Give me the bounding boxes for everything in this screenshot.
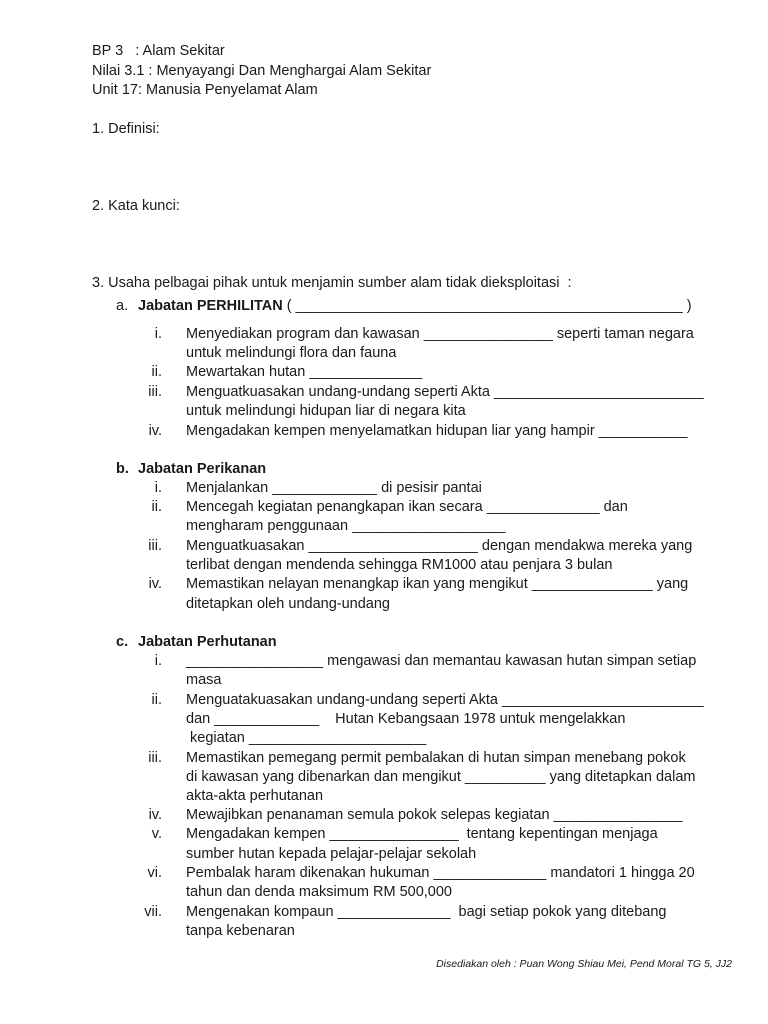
section-b-item-3-line-1: Menguatkuasakan _____________________ dengan mendakwa mereka yang: [186, 538, 693, 554]
header-nilai: Nilai 3.1 : Menyayangi Dan Menghargai Alam Sekitar: [92, 63, 432, 79]
section-b-item-2-num: ii.: [151, 499, 162, 515]
section-a-item-4-line-1: Mengadakan kempen menyelamatkan hidupan liar yang hampir ___________: [186, 423, 688, 439]
footer-prepared-by: Disediakan oleh : Puan Wong Shiau Mei, Pend Moral TG 5, JJ2: [436, 958, 732, 970]
section-c-title: Jabatan Perhutanan: [138, 634, 277, 650]
header-bp: BP 3 : Alam Sekitar: [92, 43, 225, 59]
section-c-item-4-num: iv.: [148, 807, 162, 823]
section-c-item-1-line-1: _________________ mengawasi dan memantau kawasan hutan simpan setiap: [186, 653, 697, 669]
section-c-item-3-line-2: di kawasan yang dibenarkan dan mengikut __________ yang ditetapkan dalam: [186, 769, 696, 785]
section-a-marker: a.: [116, 298, 129, 314]
section-a-heading: [138, 297, 692, 316]
section-b-item-4-num: iv.: [148, 576, 162, 592]
section-b-item-3-num: iii.: [148, 538, 162, 554]
section-b-item-2-line-1: Mencegah kegiatan penangkapan ikan secara ______________ dan: [186, 499, 628, 515]
section-b-item-2-line-2: mengharam penggunaan ___________________: [186, 518, 506, 534]
section-c-item-5-num: v.: [151, 826, 162, 842]
section-c-item-2-line-1: Menguatakuasakan undang-undang seperti Akta _________________________: [186, 692, 704, 708]
section-c-item-6-line-1: Pembalak haram dikenakan hukuman ______________ mandatori 1 hingga 20: [186, 865, 695, 881]
section-c-item-3-num: iii.: [148, 750, 162, 766]
section-c-item-3-line-3: akta-akta perhutanan: [186, 788, 324, 804]
section-a-item-2-line-1: Mewartakan hutan ______________: [186, 364, 423, 380]
section-c-item-6-line-2: tahun dan denda maksimum RM 500,000: [186, 884, 452, 900]
section-b-item-3-line-2: terlibat dengan mendenda sehingga RM1000 atau penjara 3 bulan: [186, 557, 613, 573]
section-b-marker: b.: [116, 461, 129, 477]
section-c-item-5-line-1: Mengadakan kempen ________________ tentang kepentingan menjaga: [186, 826, 658, 842]
question-1-definisi: 1. Definisi:: [92, 121, 160, 137]
section-c-item-7-line-1: Mengenakan kompaun ______________ bagi setiap pokok yang ditebang: [186, 904, 667, 920]
section-c-item-1-line-2: masa: [186, 672, 222, 688]
section-c-item-5-line-2: sumber hutan kepada pelajar-pelajar sekolah: [186, 846, 477, 862]
section-a-item-3-line-1: Menguatkuasakan undang-undang seperti Akta __________________________: [186, 384, 704, 400]
section-b-item-1-line-1: Menjalankan _____________ di pesisir pantai: [186, 480, 482, 496]
section-c-item-2-num: ii.: [151, 692, 162, 708]
section-c-item-7-line-2: tanpa kebenaran: [186, 923, 295, 939]
question-3-usaha: 3. Usaha pelbagai pihak untuk menjamin sumber alam tidak dieksploitasi :: [92, 275, 572, 291]
section-c-item-2-line-2: dan _____________ Hutan Kebangsaan 1978 untuk mengelakkan: [186, 711, 626, 727]
section-c-item-1-num: i.: [154, 653, 162, 669]
section-c-item-7-num: vii.: [144, 904, 162, 920]
section-a-item-3-num: iii.: [148, 384, 162, 400]
section-b-item-4-line-2: ditetapkan oleh undang-undang: [186, 596, 390, 612]
section-a-item-1-num: i.: [154, 326, 162, 342]
section-b-item-4-line-1: Memastikan nelayan menangkap ikan yang mengikut _______________ yang: [186, 576, 689, 592]
question-2-kata-kunci: 2. Kata kunci:: [92, 198, 180, 214]
section-b-item-1-num: i.: [154, 480, 162, 496]
section-a-item-1-line-2: untuk melindungi flora dan fauna: [186, 345, 397, 361]
header-unit: Unit 17: Manusia Penyelamat Alam: [92, 82, 318, 98]
section-c-item-2-line-3: kegiatan ______________________: [186, 730, 427, 746]
section-b-title: Jabatan Perikanan: [138, 461, 267, 477]
section-c-item-4-line-1: Mewajibkan penanaman semula pokok selepas kegiatan ________________: [186, 807, 683, 823]
section-a-item-1-line-1: Menyediakan program dan kawasan ________________ seperti taman negara: [186, 326, 694, 342]
section-c-marker: c.: [116, 634, 129, 650]
section-a-item-2-num: ii.: [151, 364, 162, 380]
section-a-item-3-line-2: untuk melindungi hidupan liar di negara kita: [186, 403, 466, 419]
section-c-item-3-line-1: Memastikan pemegang permit pembalakan di hutan simpan menebang pokok: [186, 750, 686, 766]
section-a-item-4-num: iv.: [148, 423, 162, 439]
section-a-title: Jabatan PERHILITAN: [138, 298, 283, 314]
section-c-item-6-num: vi.: [147, 865, 162, 881]
section-a-suffix: ( ________________________________________________ ): [282, 298, 692, 314]
